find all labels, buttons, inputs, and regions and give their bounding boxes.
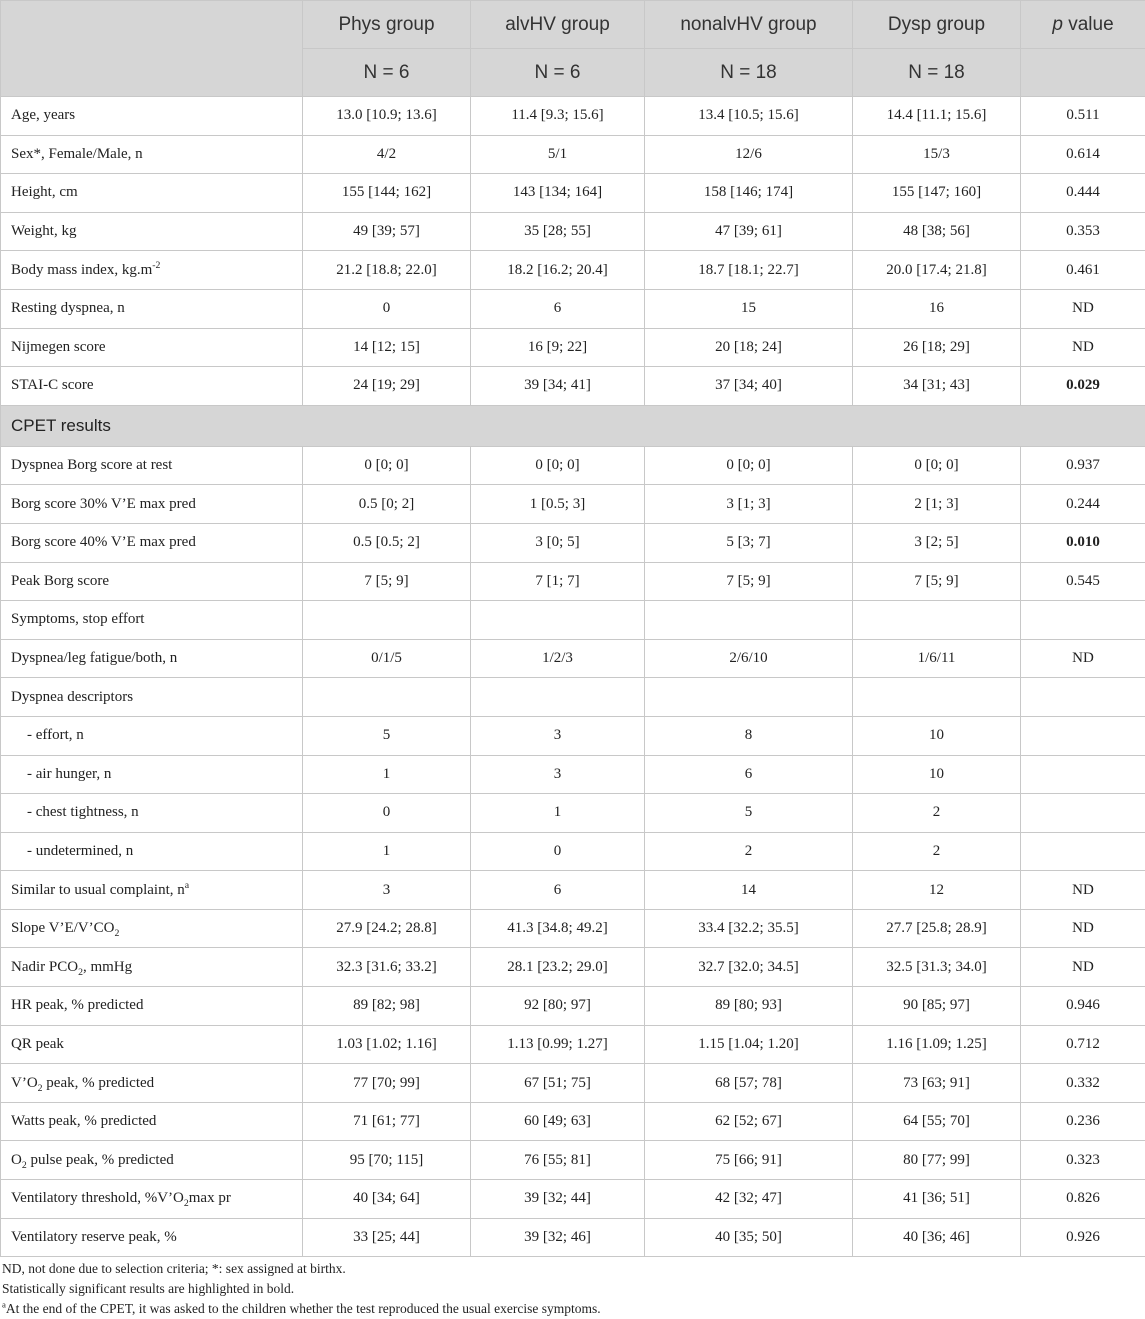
p-value-cell: ND (1021, 289, 1145, 328)
value-cell (471, 678, 645, 717)
row-label (1, 367, 303, 406)
p-value-cell: 0.926 (1021, 1218, 1145, 1257)
row-label-text: Height, cm (11, 184, 78, 201)
row-label-suffix: pulse peak, % predicted (26, 1151, 174, 1168)
value-cell: 14 [12; 15] (303, 328, 471, 367)
p-value-cell: 0.937 (1021, 446, 1145, 485)
p-value-cell: ND (1021, 328, 1145, 367)
col-header-phys: Phys group (303, 1, 471, 49)
p-value-cell: 0.010 (1021, 523, 1145, 562)
value-cell: 0.5 [0; 2] (303, 485, 471, 524)
value-cell: 92 [80; 97] (471, 987, 645, 1026)
row-label (1, 446, 303, 485)
table-row (1, 174, 1145, 213)
value-cell: 18.2 [16.2; 20.4] (471, 251, 645, 290)
value-cell: 1 (471, 794, 645, 833)
row-label (1, 716, 303, 755)
value-cell: 6 (645, 755, 853, 794)
value-cell (853, 678, 1021, 717)
value-cell: 1.13 [0.99; 1.27] (471, 1025, 645, 1064)
value-cell (471, 601, 645, 640)
value-cell: 1.03 [1.02; 1.16] (303, 1025, 471, 1064)
value-cell: 1 (303, 832, 471, 871)
table-row (1, 562, 1145, 601)
table-row (1, 485, 1145, 524)
header-corner (1, 1, 303, 97)
row-label-text: - air hunger, n (27, 765, 112, 782)
value-cell: 11.4 [9.3; 15.6] (471, 97, 645, 136)
value-cell: 76 [55; 81] (471, 1141, 645, 1180)
footnote-nd: ND, not done due to selection criteria; *: sex assigned at birthx. (2, 1261, 346, 1276)
p-value-cell (1021, 678, 1145, 717)
row-label (1, 987, 303, 1026)
value-cell: 3 [2; 5] (853, 523, 1021, 562)
value-cell (645, 601, 853, 640)
col-header-alvhv: alvHV group (471, 1, 645, 49)
table-row (1, 794, 1145, 833)
row-label (1, 328, 303, 367)
table-row (1, 832, 1145, 871)
row-label (1, 832, 303, 871)
value-cell: 155 [144; 162] (303, 174, 471, 213)
value-cell: 47 [39; 61] (645, 212, 853, 251)
row-label-text: Ventilatory reserve peak, % (11, 1228, 177, 1245)
value-cell: 33 [25; 44] (303, 1218, 471, 1257)
value-cell: 13.0 [10.9; 13.6] (303, 97, 471, 136)
value-cell: 34 [31; 43] (853, 367, 1021, 406)
value-cell: 6 (471, 871, 645, 910)
p-value-cell: 0.511 (1021, 97, 1145, 136)
value-cell: 90 [85; 97] (853, 987, 1021, 1026)
n-phys: N = 6 (303, 49, 471, 97)
value-cell: 7 [5; 9] (853, 562, 1021, 601)
row-label (1, 485, 303, 524)
row-label-suffix: peak, % predicted (42, 1074, 155, 1091)
value-cell: 21.2 [18.8; 22.0] (303, 251, 471, 290)
value-cell: 32.5 [31.3; 34.0] (853, 948, 1021, 987)
row-label (1, 678, 303, 717)
value-cell: 77 [70; 99] (303, 1064, 471, 1103)
p-value-cell: 0.444 (1021, 174, 1145, 213)
p-italic: p (1052, 13, 1063, 35)
table-row (1, 1141, 1145, 1180)
value-cell: 42 [32; 47] (645, 1180, 853, 1219)
row-label-text: Body mass index, kg.m (11, 261, 153, 278)
row-label-text: - effort, n (27, 727, 84, 744)
n-nonalvhv: N = 18 (645, 49, 853, 97)
p-value-cell (1021, 601, 1145, 640)
n-dysp: N = 18 (853, 49, 1021, 97)
value-cell: 20 [18; 24] (645, 328, 853, 367)
p-value-cell: ND (1021, 639, 1145, 678)
row-label (1, 135, 303, 174)
value-cell: 16 (853, 289, 1021, 328)
value-cell: 49 [39; 57] (303, 212, 471, 251)
value-cell: 10 (853, 755, 1021, 794)
value-cell: 143 [134; 164] (471, 174, 645, 213)
value-cell: 67 [51; 75] (471, 1064, 645, 1103)
section-row (1, 405, 1145, 446)
row-label-text: Nijmegen score (11, 338, 106, 355)
row-label-text: Slope V’E/V’CO (11, 920, 115, 937)
value-cell: 5 (303, 716, 471, 755)
p-rest: value (1062, 13, 1114, 35)
value-cell: 2 [1; 3] (853, 485, 1021, 524)
value-cell: 0 [0; 0] (645, 446, 853, 485)
table-row (1, 1025, 1145, 1064)
value-cell: 3 (303, 871, 471, 910)
row-label-text: Age, years (11, 107, 76, 124)
value-cell: 5 (645, 794, 853, 833)
row-label-text: Dyspnea/leg fatigue/both, n (11, 650, 178, 667)
row-label-text: O (11, 1151, 22, 1168)
row-label (1, 251, 303, 290)
value-cell: 158 [146; 174] (645, 174, 853, 213)
value-cell: 7 [5; 9] (303, 562, 471, 601)
value-cell: 3 (471, 755, 645, 794)
n-p-value (1021, 49, 1145, 97)
value-cell: 2/6/10 (645, 639, 853, 678)
row-label (1, 97, 303, 136)
row-label-text: Weight, kg (11, 223, 77, 240)
row-label-text: Sex*, Female/Male, n (11, 145, 143, 162)
value-cell: 6 (471, 289, 645, 328)
value-cell: 0/1/5 (303, 639, 471, 678)
value-cell: 28.1 [23.2; 29.0] (471, 948, 645, 987)
p-value-cell: ND (1021, 909, 1145, 948)
table-row (1, 212, 1145, 251)
table-body (1, 97, 1145, 1257)
p-value-cell: ND (1021, 871, 1145, 910)
table-row (1, 1218, 1145, 1257)
row-label (1, 909, 303, 948)
row-label-text: - chest tightness, n (27, 804, 139, 821)
row-label-text: Peak Borg score (11, 572, 110, 589)
row-label (1, 1025, 303, 1064)
row-label-text: Borg score 30% V’E max pred (11, 495, 196, 512)
value-cell: 64 [55; 70] (853, 1102, 1021, 1141)
row-label (1, 948, 303, 987)
row-label-text: Ventilatory threshold, %V’O (11, 1190, 184, 1207)
footnote-cpet-text: At the end of the CPET, it was asked to the children whether the test reproduced the usual exercise symptoms. (5, 1301, 601, 1316)
row-label-text: Symptoms, stop effort (11, 611, 145, 628)
table-row (1, 328, 1145, 367)
value-cell: 0.5 [0.5; 2] (303, 523, 471, 562)
value-cell: 60 [49; 63] (471, 1102, 645, 1141)
value-cell: 12 (853, 871, 1021, 910)
row-label-superscript: -2 (152, 259, 161, 271)
row-label (1, 1141, 303, 1180)
value-cell: 3 [0; 5] (471, 523, 645, 562)
row-label-subscript: 2 (183, 1198, 189, 1210)
row-label (1, 174, 303, 213)
p-value-cell (1021, 755, 1145, 794)
value-cell: 7 [1; 7] (471, 562, 645, 601)
value-cell: 71 [61; 77] (303, 1102, 471, 1141)
value-cell: 95 [70; 115] (303, 1141, 471, 1180)
row-label-text: Watts peak, % predicted (11, 1113, 157, 1130)
value-cell: 68 [57; 78] (645, 1064, 853, 1103)
value-cell: 24 [19; 29] (303, 367, 471, 406)
value-cell: 18.7 [18.1; 22.7] (645, 251, 853, 290)
row-label-text: - undetermined, n (27, 842, 134, 859)
p-value-cell (1021, 832, 1145, 871)
value-cell: 40 [36; 46] (853, 1218, 1021, 1257)
table-row (1, 289, 1145, 328)
value-cell: 32.7 [32.0; 34.5] (645, 948, 853, 987)
p-value-cell: 0.946 (1021, 987, 1145, 1026)
value-cell: 39 [34; 41] (471, 367, 645, 406)
table-row (1, 367, 1145, 406)
p-value-cell: 0.545 (1021, 562, 1145, 601)
p-value-cell: 0.712 (1021, 1025, 1145, 1064)
value-cell: 62 [52; 67] (645, 1102, 853, 1141)
table-row (1, 1102, 1145, 1141)
value-cell: 26 [18; 29] (853, 328, 1021, 367)
value-cell: 8 (645, 716, 853, 755)
row-label (1, 289, 303, 328)
value-cell: 1.16 [1.09; 1.25] (853, 1025, 1021, 1064)
value-cell: 5/1 (471, 135, 645, 174)
row-label-text: Dyspnea Borg score at rest (11, 457, 173, 474)
row-label (1, 1180, 303, 1219)
table-row (1, 1180, 1145, 1219)
value-cell: 16 [9; 22] (471, 328, 645, 367)
p-value-cell: 0.244 (1021, 485, 1145, 524)
table-row (1, 97, 1145, 136)
value-cell: 39 [32; 46] (471, 1218, 645, 1257)
row-label (1, 1064, 303, 1103)
value-cell: 0 (303, 794, 471, 833)
value-cell: 80 [77; 99] (853, 1141, 1021, 1180)
row-label (1, 523, 303, 562)
value-cell: 14.4 [11.1; 15.6] (853, 97, 1021, 136)
table-row (1, 909, 1145, 948)
row-label (1, 601, 303, 640)
table-row (1, 755, 1145, 794)
value-cell: 1 [0.5; 3] (471, 485, 645, 524)
value-cell: 41 [36; 51] (853, 1180, 1021, 1219)
p-value-cell: 0.332 (1021, 1064, 1145, 1103)
table-row (1, 523, 1145, 562)
table-row (1, 948, 1145, 987)
p-value-cell (1021, 716, 1145, 755)
table-row (1, 871, 1145, 910)
value-cell: 1.15 [1.04; 1.20] (645, 1025, 853, 1064)
table-row (1, 446, 1145, 485)
value-cell: 20.0 [17.4; 21.8] (853, 251, 1021, 290)
row-label-text: Dyspnea descriptors (11, 688, 134, 705)
value-cell: 5 [3; 7] (645, 523, 853, 562)
row-label-superscript: a (184, 879, 190, 891)
value-cell: 3 (471, 716, 645, 755)
row-label (1, 639, 303, 678)
value-cell: 73 [63; 91] (853, 1064, 1021, 1103)
value-cell: 35 [28; 55] (471, 212, 645, 251)
row-label (1, 562, 303, 601)
value-cell (853, 601, 1021, 640)
table-row (1, 135, 1145, 174)
value-cell: 39 [32; 44] (471, 1180, 645, 1219)
section-title: CPET results (1, 405, 1145, 446)
value-cell: 2 (853, 832, 1021, 871)
col-header-nonalvhv: nonalvHV group (645, 1, 853, 49)
footnotes (2, 1259, 1142, 1319)
row-label-suffix: max pr (188, 1190, 231, 1207)
table-row (1, 251, 1145, 290)
p-value-cell: 0.353 (1021, 212, 1145, 251)
col-header-dysp: Dysp group (853, 1, 1021, 49)
row-label-text: QR peak (11, 1035, 64, 1052)
row-label (1, 755, 303, 794)
row-label-subscript: 2 (78, 966, 83, 978)
value-cell: 14 (645, 871, 853, 910)
p-value-cell: 0.029 (1021, 367, 1145, 406)
row-label-text: Borg score 40% V’E max pred (11, 534, 196, 551)
table-row (1, 601, 1145, 640)
value-cell: 0 [0; 0] (471, 446, 645, 485)
n-alvhv: N = 6 (471, 49, 645, 97)
row-label-text: Similar to usual complaint, n (11, 881, 185, 898)
p-value-cell: 0.614 (1021, 135, 1145, 174)
value-cell: 1/2/3 (471, 639, 645, 678)
value-cell: 10 (853, 716, 1021, 755)
value-cell: 7 [5; 9] (645, 562, 853, 601)
p-value-cell: 0.236 (1021, 1102, 1145, 1141)
table-row (1, 987, 1145, 1026)
row-label (1, 1218, 303, 1257)
value-cell: 3 [1; 3] (645, 485, 853, 524)
value-cell: 15/3 (853, 135, 1021, 174)
row-label-text: HR peak, % predicted (11, 997, 144, 1014)
value-cell: 12/6 (645, 135, 853, 174)
value-cell (645, 678, 853, 717)
table-row (1, 716, 1145, 755)
value-cell: 0 [0; 0] (853, 446, 1021, 485)
value-cell: 155 [147; 160] (853, 174, 1021, 213)
row-label-suffix: , mmHg (82, 958, 133, 975)
row-label (1, 871, 303, 910)
value-cell: 0 (471, 832, 645, 871)
row-label-text: Nadir PCO (11, 958, 79, 975)
value-cell: 4/2 (303, 135, 471, 174)
p-value-cell: 0.323 (1021, 1141, 1145, 1180)
value-cell: 33.4 [32.2; 35.5] (645, 909, 853, 948)
row-label-text: Resting dyspnea, n (11, 300, 125, 317)
p-value-cell: 0.826 (1021, 1180, 1145, 1219)
col-header-p-value (1021, 1, 1145, 49)
value-cell: 2 (853, 794, 1021, 833)
value-cell: 41.3 [34.8; 49.2] (471, 909, 645, 948)
value-cell (303, 601, 471, 640)
value-cell: 15 (645, 289, 853, 328)
value-cell: 37 [34; 40] (645, 367, 853, 406)
row-label (1, 794, 303, 833)
value-cell (303, 678, 471, 717)
value-cell: 27.7 [25.8; 28.9] (853, 909, 1021, 948)
value-cell: 0 [0; 0] (303, 446, 471, 485)
row-label (1, 212, 303, 251)
value-cell: 1/6/11 (853, 639, 1021, 678)
row-label-subscript: 2 (37, 1082, 43, 1094)
value-cell: 89 [82; 98] (303, 987, 471, 1026)
footnote-marker: a (2, 1299, 6, 1310)
value-cell: 2 (645, 832, 853, 871)
value-cell: 1 (303, 755, 471, 794)
value-cell: 0 (303, 289, 471, 328)
value-cell: 40 [34; 64] (303, 1180, 471, 1219)
row-label-text: V’O (11, 1074, 38, 1091)
table-row (1, 678, 1145, 717)
footnote-cpet (2, 1299, 1142, 1319)
row-label-subscript: 2 (21, 1159, 27, 1171)
value-cell: 27.9 [24.2; 28.8] (303, 909, 471, 948)
value-cell: 48 [38; 56] (853, 212, 1021, 251)
value-cell: 13.4 [10.5; 15.6] (645, 97, 853, 136)
value-cell: 75 [66; 91] (645, 1141, 853, 1180)
row-label-text: STAI-C score (11, 377, 94, 394)
value-cell: 89 [80; 93] (645, 987, 853, 1026)
p-value-cell: ND (1021, 948, 1145, 987)
table-row (1, 639, 1145, 678)
table-row (1, 1064, 1145, 1103)
row-label (1, 1102, 303, 1141)
header-row (1, 1, 1145, 49)
value-cell: 32.3 [31.6; 33.2] (303, 948, 471, 987)
p-value-cell: 0.461 (1021, 251, 1145, 290)
row-label-subscript: 2 (114, 928, 120, 940)
value-cell: 40 [35; 50] (645, 1218, 853, 1257)
footnote-bold: Statistically significant results are highlighted in bold. (2, 1281, 295, 1296)
p-value-cell (1021, 794, 1145, 833)
